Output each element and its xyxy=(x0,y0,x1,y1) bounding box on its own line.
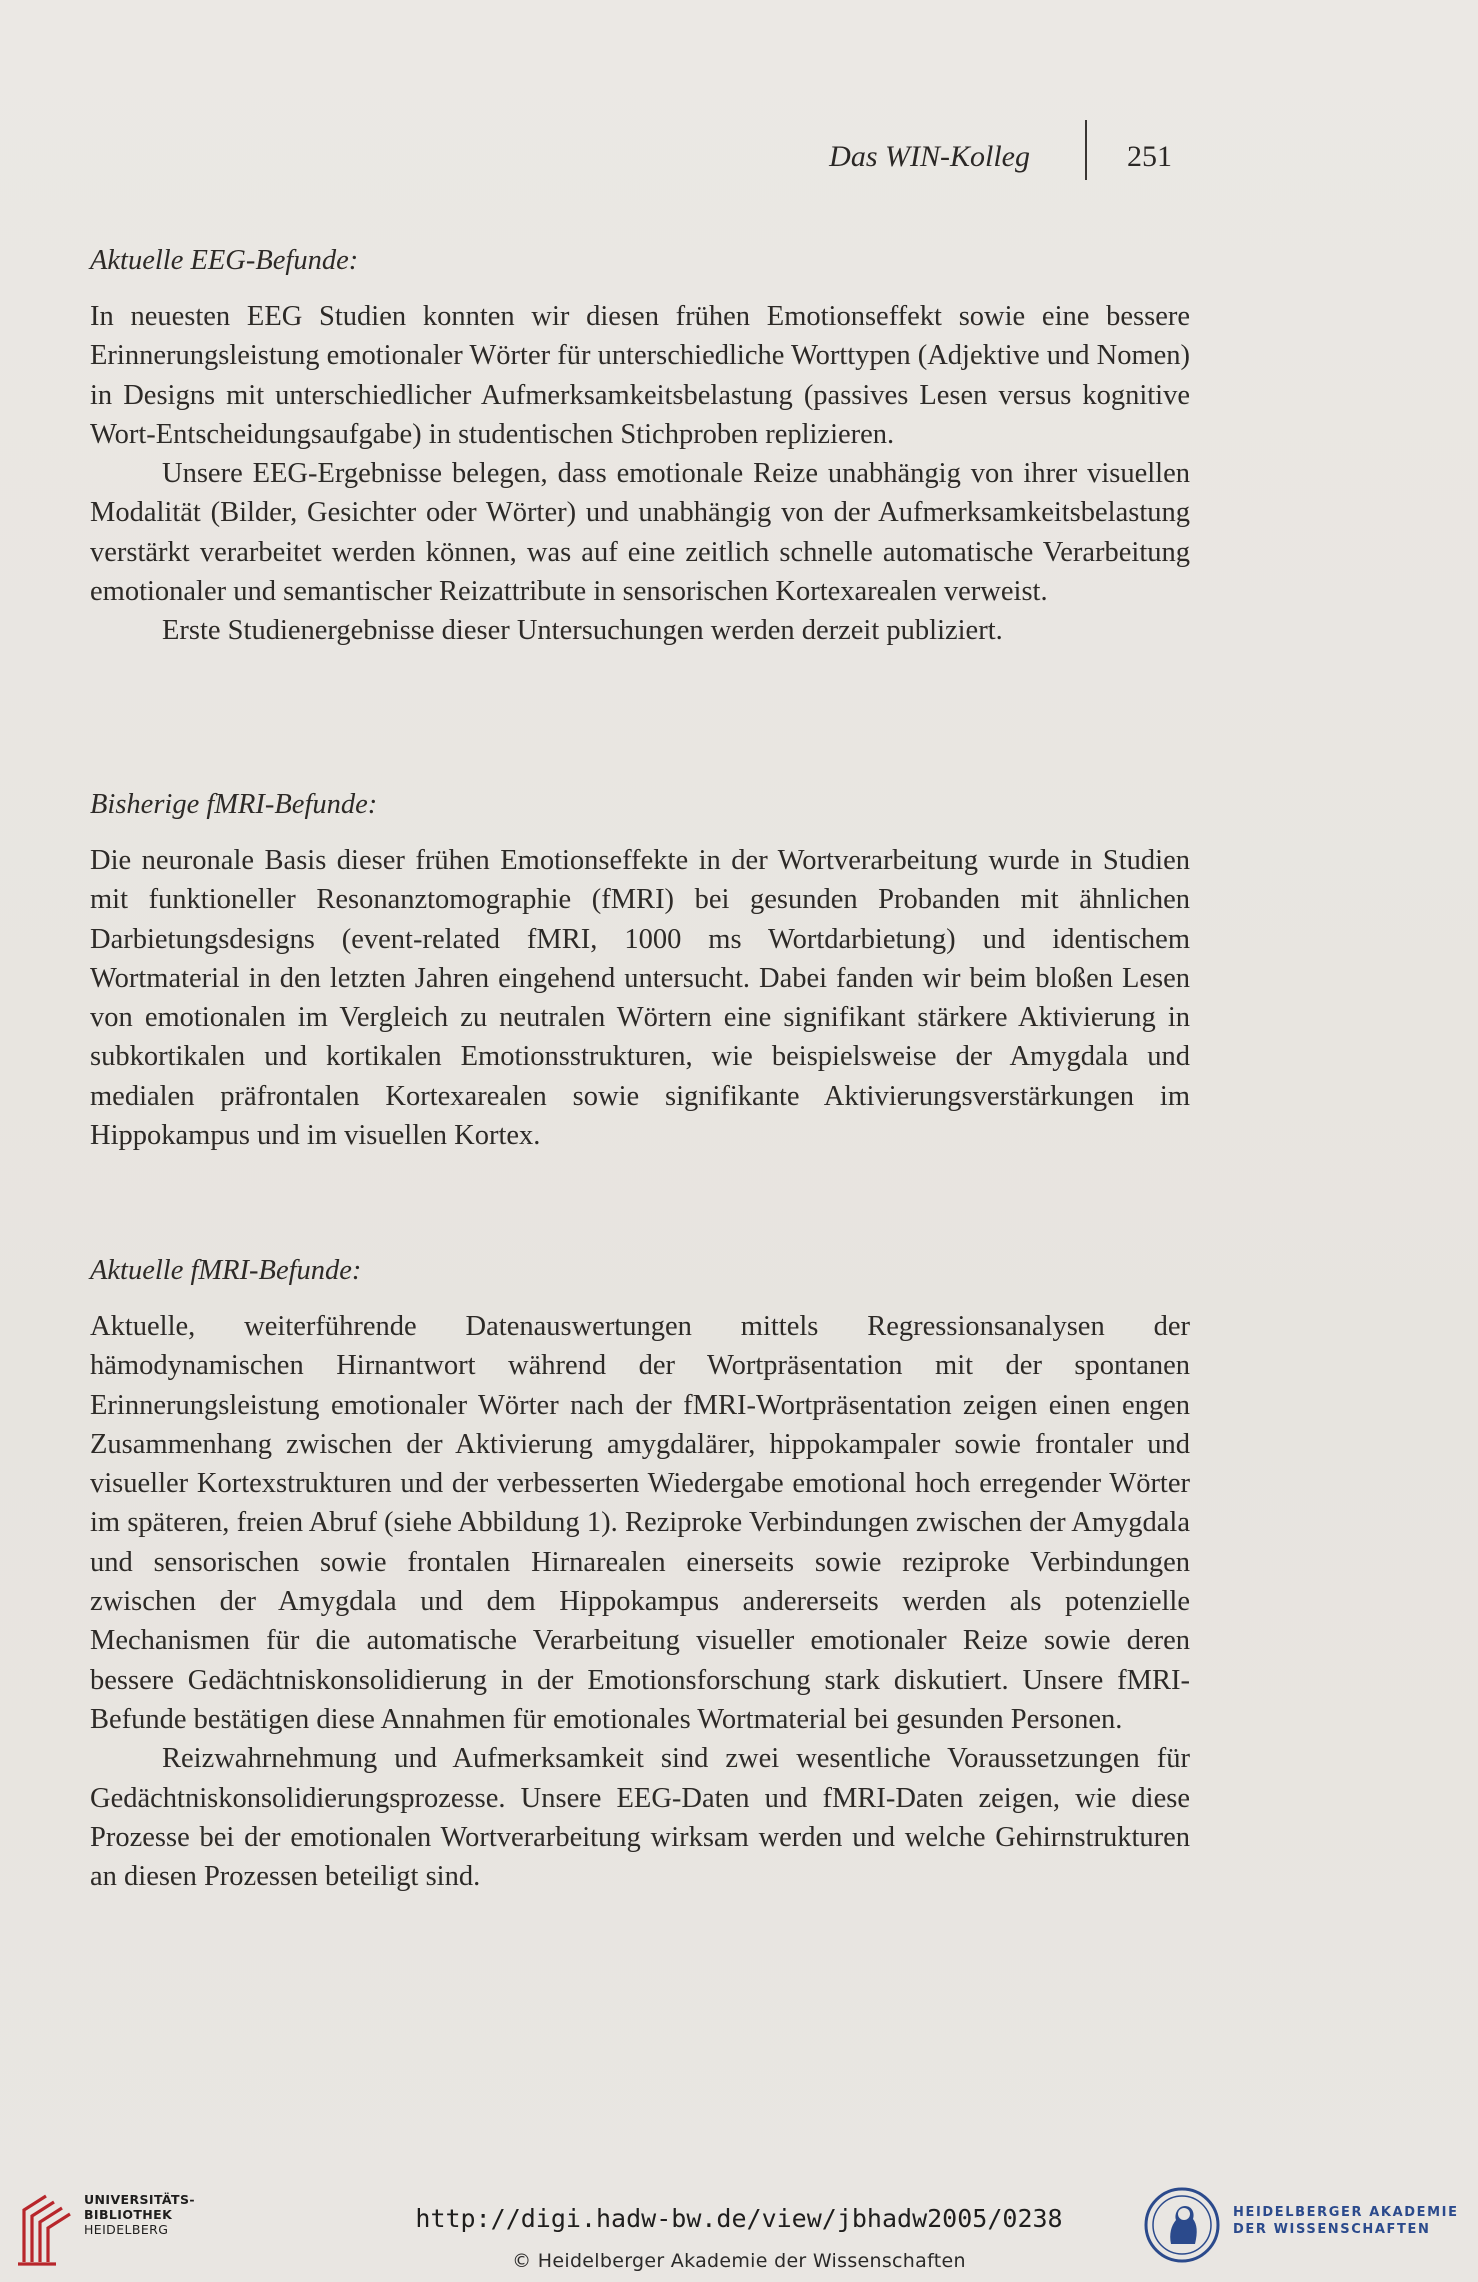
section-heading-fmri-previous: Bisherige fMRI-Befunde: xyxy=(90,789,378,820)
paragraph: Erste Studienergebnisse dieser Untersuchungen werden derzeit publiziert. xyxy=(162,615,1003,647)
academy-name-line: HEIDELBERGER AKADEMIE xyxy=(1233,2205,1459,2220)
library-name-line: UNIVERSITÄTS- xyxy=(84,2192,195,2207)
academy-seal-icon xyxy=(1143,2186,1221,2264)
running-head xyxy=(0,136,1478,186)
digitization-footer xyxy=(0,2180,1478,2282)
section-body-fmri-previous xyxy=(90,841,1190,1155)
library-name-line: BIBLIOTHEK xyxy=(84,2207,173,2222)
academy-name-line: DER WISSENSCHAFTEN xyxy=(1233,2222,1431,2237)
paragraph: Die neuronale Basis dieser frühen Emotionseffekte in der Wortverarbeitung wurde in Studien mit funktioneller Resonanztomographie (fMRI) bei gesunden Probanden mit ähnlichen Darbietungsdesigns (event-related fMRI, 1000 ms Wortdarbietung) und identischem Wortmaterial in den letzten Jahren eingehend untersucht. Dabei fanden wir beim bloßen Lesen von emotionalen im Vergleich zu neutralen Wörtern eine signifikant stärkere Aktivierung in subkortikalen und kortikalen Emotionsstrukturen, wie beispielsweise der Amygdala und medialen präfrontalen Kortexarealen sowie signifikante Aktivierungsverstärkungen im Hippokampus und im visuellen Kortex. xyxy=(90,845,1190,1152)
section-heading-fmri-current: Aktuelle fMRI-Befunde: xyxy=(90,1255,362,1286)
section-body-fmri-current xyxy=(90,1307,1190,1896)
paragraph: In neuesten EEG Studien konnten wir diesen frühen Emotionseffekt sowie eine bessere Erinnerungsleistung emotionaler Wörter für unterschiedliche Worttypen (Adjektive und Nomen) in Designs mit unterschiedlicher Aufmerksamkeitsbelastung (passives Lesen versus kognitive Wort-Entscheidungsaufgabe) in studentischen Stichproben replizieren. xyxy=(90,301,1190,450)
running-title: Das WIN-Kolleg xyxy=(829,140,1030,173)
paragraph: Aktuelle, weiterführende Datenauswertungen mittels Regressionsanalysen der hämodynamischen Hirnantwort während der Wortpräsentation mit der spontanen Erinnerungsleistung emotionaler Wörter nach der fMRI-Wortpräsentation zeigen einen engen Zusammenhang zwischen der Aktivierung amygdalärer, hippokampaler sowie frontaler und visueller Kortexstrukturen und der verbesserten Wiedergabe emotional hoch erregender Wörter im späteren, freien Abruf (siehe Abbildung 1). Reziproke Verbindungen zwischen der Amygdala und sensorischen sowie frontalen Hirnarealen einerseits sowie reziproke Verbindungen zwischen der Amygdala und dem Hippokampus andererseits werden als potenzielle Mechanismen für die automatische Verarbeitung visueller emotionaler Reize sowie deren bessere Gedächtniskonsolidierung in der Emotionsforschung stark diskutiert. Unsere fMRI-Befunde bestätigen diese Annahmen für emotionales Wortmaterial bei gesunden Personen. xyxy=(90,1311,1190,1735)
paragraph: Unsere EEG-Ergebnisse belegen, dass emotionale Reize unabhängig von ihrer visuellen Modalität (Bilder, Gesichter oder Wörter) und unabhängig von der Aufmerksamkeitsbelastung verstärkt verarbeitet werden können, was auf eine zeitlich schnelle automatische Verarbeitung emotionaler und semantischer Reizattribute in sensorischen Kortexarealen verweist. xyxy=(90,458,1190,608)
header-divider xyxy=(1085,120,1087,180)
copyright-notice: © Heidelberger Akademie der Wissenschaften xyxy=(512,2250,966,2272)
library-name-line: HEIDELBERG xyxy=(84,2222,169,2237)
section-heading-eeg-current: Aktuelle EEG-Befunde: xyxy=(90,245,359,276)
paragraph: Reizwahrnehmung und Aufmerksamkeit sind zwei wesentliche Voraussetzungen für Gedächtniskonsolidierungsprozesse. Unsere EEG-Daten und fMRI-Daten zeigen, wie diese Prozesse bei der emotionalen Wortverarbeitung wirksam werden und welche Gehirnstrukturen an diesen Prozessen beteiligt sind. xyxy=(90,1743,1190,1893)
section-body-eeg-current xyxy=(90,297,1190,651)
page-number: 251 xyxy=(1127,140,1172,173)
academy-name xyxy=(1233,2204,1459,2238)
permalink-link[interactable]: http://digi.hadw-bw.de/view/jbhadw2005/0238 xyxy=(415,2204,1063,2233)
